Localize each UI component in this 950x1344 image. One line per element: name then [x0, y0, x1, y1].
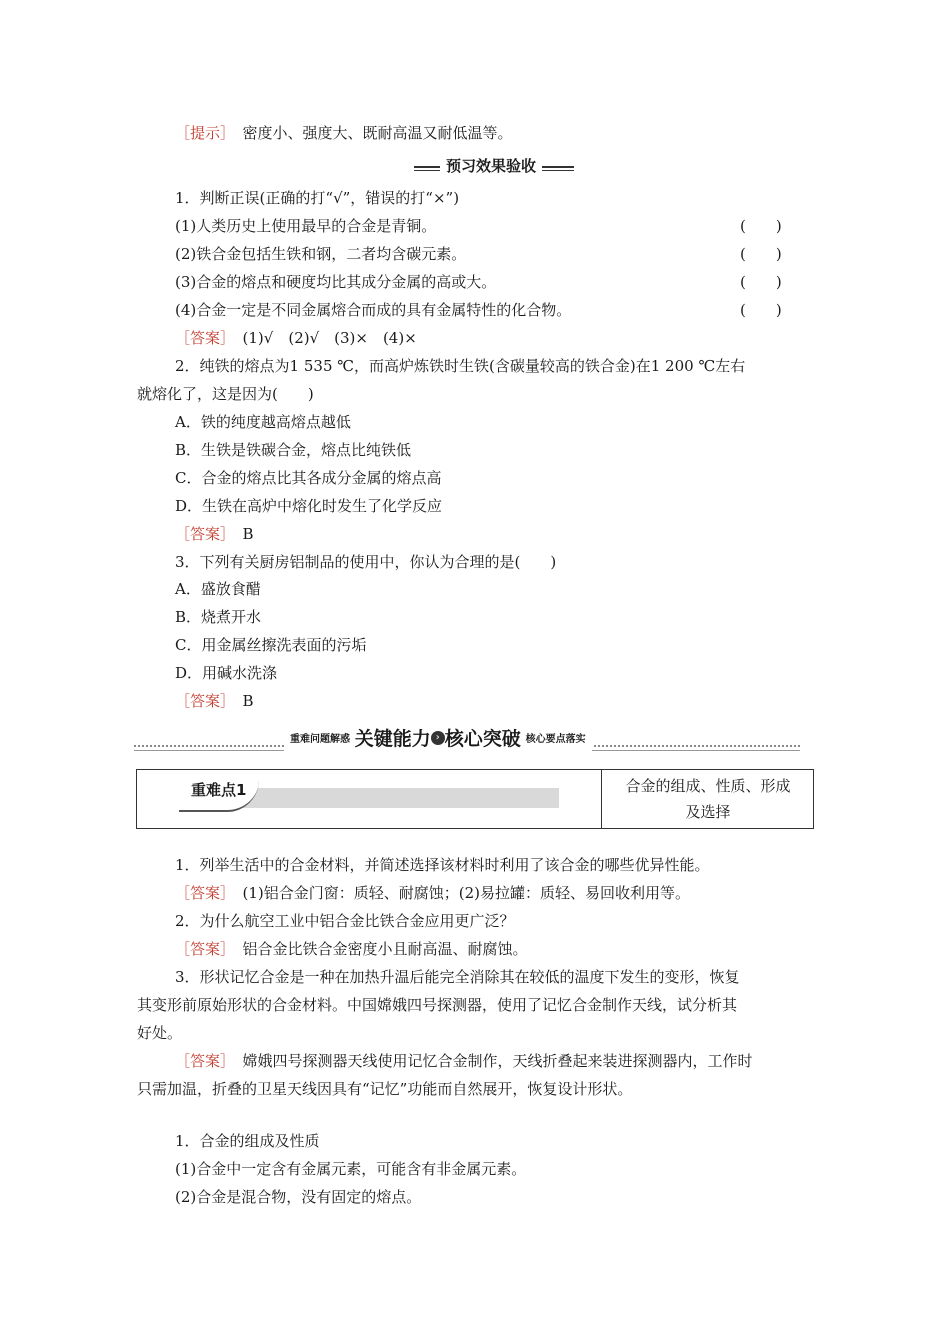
answer-tag: ［答案］ — [175, 884, 228, 902]
q1-answer — [175, 328, 417, 348]
q2-option-a: A．铁的纯度越高熔点越低 — [175, 413, 351, 431]
q1-blank-2: ( ) — [740, 245, 782, 263]
q2-option-d: D．生铁在高炉中熔化时发生了化学反应 — [175, 497, 443, 515]
hint-tag: ［提示］ — [175, 124, 228, 142]
q3-option-a: A．盛放食醋 — [175, 580, 261, 598]
key-section-title-b: 核心突破 — [444, 728, 521, 750]
hint-line — [175, 123, 513, 143]
q2-stem-line-1: 2．纯铁的熔点为1 535 ℃，而高炉炼铁时生铁(含碳量较高的铁合金)在1 200 ℃左右 — [175, 357, 746, 375]
answer-tag: ［答案］ — [175, 1052, 228, 1070]
q1-item-3: (3)合金的熔点和硬度均比其成分金属的高或大。 — [175, 273, 497, 291]
q3-stem: 3．下列有关厨房铝制品的使用中，你认为合理的是( ) — [175, 553, 557, 571]
k1-stem: 1．列举生活中的合金材料，并简述选择该材料时利用了该合金的哪些优异性能。 — [175, 856, 710, 874]
key-section-title — [284, 724, 592, 751]
answer-tag: ［答案］ — [175, 329, 228, 347]
key-point-topic-line-1: 合金的组成、性质、形成 — [625, 777, 791, 795]
key-section-left-label: 重难问题解惑 — [290, 734, 350, 745]
key-point-topic-line-2: 及选择 — [685, 803, 731, 821]
key-point-label: 重难点1 — [191, 781, 247, 799]
q3-option-b: B．烧煮开水 — [175, 608, 262, 626]
key-point-table — [136, 769, 814, 829]
answer-text: (1)√ (2)√ (3)× (4)× — [242, 329, 417, 347]
q2-answer — [175, 524, 254, 544]
key-section-title-a: 关键能力 — [354, 728, 431, 750]
answer-tag: ［答案］ — [175, 525, 228, 543]
q3-option-c: C．用金属丝擦洗表面的污垢 — [175, 636, 367, 654]
key-point-topic — [602, 770, 814, 828]
key-section-banner — [134, 724, 800, 754]
answer-text: (1)铝合金门窗：质轻、耐腐蚀；(2)易拉罐：质轻、易回收利用等。 — [242, 884, 691, 902]
q3-option-d: D．用碱水洗涤 — [175, 664, 278, 682]
answer-text: 嫦娥四号探测器天线使用记忆合金制作，天线折叠起来装进探测器内，工作时 — [242, 1052, 753, 1070]
q2-option-c: C．合金的熔点比其各成分金属的熔点高 — [175, 469, 442, 487]
k1-answer — [175, 883, 690, 903]
hint-text: 密度小、强度大、既耐高温又耐低温等。 — [242, 124, 513, 142]
answer-text: B — [242, 692, 254, 710]
summary-item-1: (1)合金中一定含有金属元素，可能含有非金属元素。 — [175, 1160, 527, 1178]
q1-blank-1: ( ) — [740, 217, 782, 235]
summary-item-2: (2)合金是混合物，没有固定的熔点。 — [175, 1188, 422, 1206]
q3-answer — [175, 691, 254, 711]
answer-tag: ［答案］ — [175, 692, 228, 710]
summary-heading: 1．合金的组成及性质 — [175, 1132, 320, 1150]
key-section-right-label: 核心要点落实 — [525, 734, 586, 745]
k3-answer-line-2: 只需加温，折叠的卫星天线因具有“记忆”功能而自然展开，恢复设计形状。 — [137, 1080, 633, 1098]
q2-option-b: B．生铁是铁碳合金，熔点比纯铁低 — [175, 441, 412, 459]
preview-section-banner — [414, 156, 574, 178]
q1-item-4: (4)合金一定是不同金属熔合而成的具有金属特性的化合物。 — [175, 301, 572, 319]
k2-stem: 2．为什么航空工业中铝合金比铁合金应用更广泛？ — [175, 912, 515, 930]
k3-stem-line-2: 其变形前原始形状的合金材料。中国嫦娥四号探测器，使用了记忆合金制作天线，试分析其 — [137, 996, 738, 1014]
k2-answer — [175, 939, 528, 959]
answer-tag: ［答案］ — [175, 940, 228, 958]
answer-text: 铝合金比铁合金密度小且耐高温、耐腐蚀。 — [242, 940, 528, 958]
q1-item-1: (1)人类历史上使用最早的合金是青铜。 — [175, 217, 437, 235]
chevron-right-icon: › — [431, 731, 445, 745]
k3-stem-line-1: 3．形状记忆合金是一种在加热升温后能完全消除其在较低的温度下发生的变形，恢复 — [175, 968, 740, 986]
preview-section-title: 预习效果验收 — [440, 156, 542, 176]
q1-blank-4: ( ) — [740, 301, 782, 319]
q2-stem-line-2: 就熔化了，这是因为( ) — [137, 385, 314, 403]
k3-answer-line-1 — [175, 1051, 753, 1071]
q1-blank-3: ( ) — [740, 273, 782, 291]
answer-text: B — [242, 525, 254, 543]
q1-item-2: (2)铁合金包括生铁和钢，二者均含碳元素。 — [175, 245, 467, 263]
q1-stem: 1．判断正误(正确的打“√”，错误的打“×”) — [175, 189, 460, 207]
k3-stem-line-3: 好处。 — [137, 1024, 183, 1042]
